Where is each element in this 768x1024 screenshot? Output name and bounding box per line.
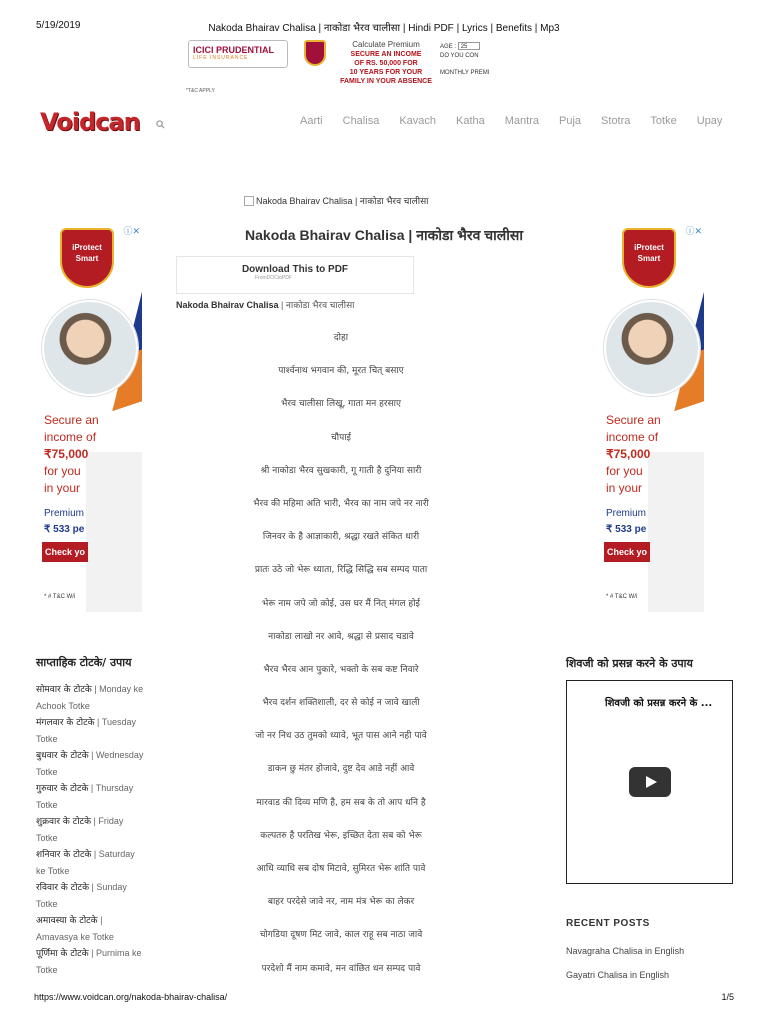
- broken-image-icon: [244, 196, 254, 206]
- nav-item-stotra[interactable]: Stotra: [601, 115, 631, 127]
- sidebar-link-wednesday[interactable]: [36, 747, 146, 780]
- verse-line: भैरव चालीसा लिखू, गाता मन हरसाए: [281, 399, 401, 410]
- ad-premium-label: Premium: [606, 508, 647, 519]
- ad-copy-line: Secure an: [44, 413, 99, 427]
- page-title: Nakoda Bhairav Chalisa | नाकोडा भैरव चालीसा: [245, 227, 523, 243]
- left-side-ad[interactable]: [40, 222, 142, 612]
- ad-copy-line: in your: [606, 481, 643, 495]
- ad-terms: * # T&C W/i: [606, 594, 638, 600]
- verse-line: जिनवर के है आज्ञाकारी, श्रद्धा रखते संकित धारी: [262, 532, 420, 543]
- ad-family-photo: [42, 300, 138, 396]
- byline-title: Nakoda Bhairav Chalisa: [176, 300, 279, 310]
- chalisa-lyrics: [176, 330, 506, 994]
- ad-badge: [60, 228, 114, 288]
- link-hindi: शुक्रवार के टोटके: [36, 817, 91, 827]
- verse-line: प्रातः उठे जो भेरू ध्याता, रिद्धि सिद्धि सब सम्पद पाता: [254, 565, 428, 576]
- video-title: शिवजी को प्रसन्न करने के ...: [605, 698, 713, 709]
- ad-copy-line: for you: [606, 464, 643, 478]
- ad-copy: [44, 412, 99, 497]
- featured-image: [244, 194, 524, 207]
- ad-badge-line: iProtect: [72, 243, 102, 252]
- ad-brand-name: ICICI PRUDENTIAL: [193, 45, 274, 55]
- ad-copy-line: income of: [606, 430, 659, 444]
- link-english: | Wednesday Totke: [36, 750, 144, 777]
- link-hindi: गुरुवार के टोटके: [36, 784, 89, 794]
- age-input[interactable]: 25: [458, 42, 480, 50]
- sidebar-heading: साप्ताहिक टोटके/ उपाय: [36, 656, 132, 669]
- ad-premium-value: ₹ 533 pe: [44, 524, 85, 535]
- link-hindi: शनिवार के टोटके: [36, 850, 92, 860]
- ad-brand-sub: LIFE INSURANCE: [193, 55, 249, 61]
- ad-form[interactable]: [440, 42, 492, 78]
- ad-calc-line: OF RS. 50,000 FOR: [354, 60, 418, 67]
- verse-line: आधि व्याधि सब दोष मिटावे, सुमिरत भेरू शांति पावे: [256, 864, 426, 874]
- ad-question-1[interactable]: DO YOU CON: [440, 53, 479, 59]
- ad-copy-line: income of: [44, 430, 97, 444]
- print-header: [0, 20, 768, 34]
- featured-image-alt: Nakoda Bhairav Chalisa | नाकोडा भैरव चालीसा: [256, 196, 429, 206]
- verse-line: परदेशो मैं नाम कमावे, मन वांछित धन सम्पद पावे: [261, 963, 421, 974]
- sidebar-link-friday[interactable]: [36, 813, 146, 846]
- post-byline: [176, 298, 355, 311]
- ad-badge-line: Smart: [75, 254, 99, 263]
- ad-close-icon[interactable]: ⓘ✕: [123, 226, 140, 236]
- verse-line: नाकोडा लाखो नर आवे, श्रद्धा से प्रसाद चडावे: [268, 631, 414, 642]
- sidebar-link-amavasya[interactable]: [36, 912, 146, 945]
- sidebar-link-purnima[interactable]: [36, 945, 146, 978]
- age-label: AGE :: [440, 44, 457, 50]
- right-side-ad[interactable]: [602, 222, 704, 612]
- ad-cta-button[interactable]: Check yo: [42, 542, 88, 562]
- sidebar-link-saturday[interactable]: [36, 846, 146, 879]
- ad-premium-value: ₹ 533 pe: [606, 524, 647, 535]
- print-date: 5/19/2019: [36, 20, 81, 31]
- verse-line: चोगडिया दूषण मिट जावे, काल राहू सब नाठा जावे: [259, 930, 423, 941]
- print-url: https://www.voidcan.org/nakoda-bhairav-chalisa/: [34, 992, 228, 1002]
- recent-posts-heading: RECENT POSTS: [566, 918, 650, 929]
- verse-line: बाहर परदेसे जावे नर, नाम मंत्र भेरू का लेकर: [267, 897, 415, 908]
- verse-line: श्री नाकोडा भैरव सुखकारी, गू गाती है दुनिया सारी: [260, 465, 422, 476]
- byline-hindi: | नाकोडा भैरव चालीसा: [278, 300, 355, 310]
- ad-badge: [622, 228, 676, 288]
- download-pdf-source: FromDOCtoPDF: [255, 275, 292, 281]
- sidebar-link-tuesday[interactable]: [36, 714, 146, 747]
- link-english: | Sunday Totke: [36, 882, 127, 909]
- verse-line: भैरव दर्शन शक्तिशाली, दर से कोई न जावे खाली: [262, 698, 420, 709]
- verse-line: जो नर निध उठ तुमको ध्यावे, भूत पास आने नही पावे: [255, 731, 427, 742]
- ad-copy-line: for you: [44, 464, 81, 478]
- play-icon[interactable]: [629, 767, 671, 797]
- ad-calc-line: FAMILY IN YOUR ABSENCE: [340, 78, 432, 85]
- verse-line: चौपाई: [331, 432, 351, 443]
- search-icon[interactable]: [156, 120, 165, 129]
- main-nav: [300, 115, 742, 127]
- verse-line: भैरव की महिमा अति भारी, भैरव का नाम जपे नर नारी: [253, 498, 429, 509]
- nav-item-aarti[interactable]: Aarti: [300, 115, 323, 127]
- verse-line: डाकन छु मंतर होजावे, दुष्ट देव आडे नहीं आवे: [267, 764, 415, 775]
- ad-badge-line: iProtect: [634, 243, 664, 252]
- link-hindi: अमावस्या के टोटके: [36, 916, 98, 926]
- link-hindi: सोमवार के टोटके: [36, 685, 92, 695]
- ad-question-2[interactable]: MONTHLY PREMI: [440, 70, 490, 76]
- nav-item-totke[interactable]: Totke: [650, 115, 677, 127]
- sidebar-link-monday[interactable]: [36, 681, 146, 714]
- verse-line: दोहा: [333, 333, 349, 343]
- ad-brand-logo: [188, 40, 288, 68]
- link-hindi: रविवार के टोटके: [36, 883, 89, 893]
- sidebar-link-sunday[interactable]: [36, 879, 146, 912]
- print-page-number: 1/5: [721, 992, 734, 1002]
- nav-item-mantra[interactable]: Mantra: [504, 115, 540, 127]
- ad-close-icon[interactable]: ⓘ✕: [685, 226, 702, 236]
- ad-calc-line: 10 YEARS FOR YOUR: [349, 69, 423, 76]
- video-embed[interactable]: [566, 680, 733, 884]
- ad-calc-text: [336, 40, 436, 86]
- ad-calc-line: SECURE AN INCOME: [350, 51, 422, 58]
- recent-post-link[interactable]: Gayatri Chalisa in English: [566, 970, 670, 980]
- verse-line: मारवाड की दिव्य मणि है, हम सब के तो आप धनि है: [256, 797, 426, 808]
- ad-copy-line: in your: [44, 481, 81, 495]
- ad-premium: [606, 506, 646, 538]
- ad-premium-label: Premium: [44, 508, 85, 519]
- link-english: | Tuesday Totke: [36, 717, 137, 744]
- ad-calc-title: Calculate Premium: [352, 40, 420, 49]
- ad-terms: * # T&C W/i: [44, 594, 76, 600]
- nav-item-puja[interactable]: Puja: [559, 115, 582, 127]
- ad-copy-line: ₹75,000: [44, 447, 89, 461]
- link-english: | Friday Totke: [36, 816, 124, 843]
- site-logo[interactable]: Voidcan: [40, 108, 140, 136]
- ad-terms: *T&C APPLY: [186, 88, 215, 94]
- verse-line: भेरू नाम जपे जो कोई, उस घर मैं नित् मंगल होई: [262, 598, 420, 609]
- link-english: | Monday ke Achook Totke: [36, 684, 144, 711]
- verse-line: पार्श्वनाथ भगवान की, मूरत चित् बसाए: [278, 366, 404, 377]
- nav-item-kavach[interactable]: Kavach: [399, 115, 437, 127]
- link-english: | Purnima ke Totke: [36, 948, 142, 975]
- nav-item-chalisa[interactable]: Chalisa: [342, 115, 380, 127]
- ad-copy-line: ₹75,000: [606, 447, 651, 461]
- recent-post-link[interactable]: Navagraha Chalisa in English: [566, 946, 685, 956]
- right-sidebar: [566, 656, 736, 980]
- link-hindi: पूर्णिमा के टोटके: [36, 949, 89, 959]
- ad-cta-button[interactable]: Check yo: [604, 542, 650, 562]
- verse-line: भैरव भैरव आन पुकारे, भक्तो के सब कष्ट निवारे: [263, 664, 419, 675]
- nav-item-katha[interactable]: Katha: [456, 115, 485, 127]
- link-english: | Thursday Totke: [36, 783, 134, 810]
- link-hindi: बुधवार के टोटके: [36, 751, 89, 761]
- print-title: Nakoda Bhairav Chalisa | नाकोडा भैरव चालीसा | Hindi PDF | Lyrics | Benefits | Mp3: [208, 23, 560, 34]
- download-pdf-button[interactable]: [176, 256, 414, 294]
- ad-family-photo: [604, 300, 700, 396]
- verse-line: कल्पतरु है परतिख भेरू, इच्छित देता सब को भेरू: [260, 830, 422, 841]
- ad-premium: [44, 506, 84, 538]
- weekly-totke-sidebar: [36, 656, 146, 978]
- shield-icon: [304, 40, 326, 66]
- sidebar-link-thursday[interactable]: [36, 780, 146, 813]
- top-banner-ad[interactable]: [186, 38, 494, 96]
- nav-item-upay[interactable]: Upay: [696, 115, 723, 127]
- ad-copy-line: Secure an: [606, 413, 661, 427]
- link-english: | Saturday ke Totke: [36, 849, 135, 876]
- recent-posts-list: [566, 946, 684, 994]
- sidebar-heading: शिवजी को प्रसन्न करने के उपाय: [566, 657, 693, 670]
- link-hindi: मंगलवार के टोटके: [36, 718, 95, 728]
- ad-copy: [606, 412, 661, 497]
- ad-badge-line: Smart: [637, 254, 661, 263]
- download-pdf-label: Download This to PDF: [241, 264, 349, 275]
- link-english: | Amavasya ke Totke: [36, 915, 114, 942]
